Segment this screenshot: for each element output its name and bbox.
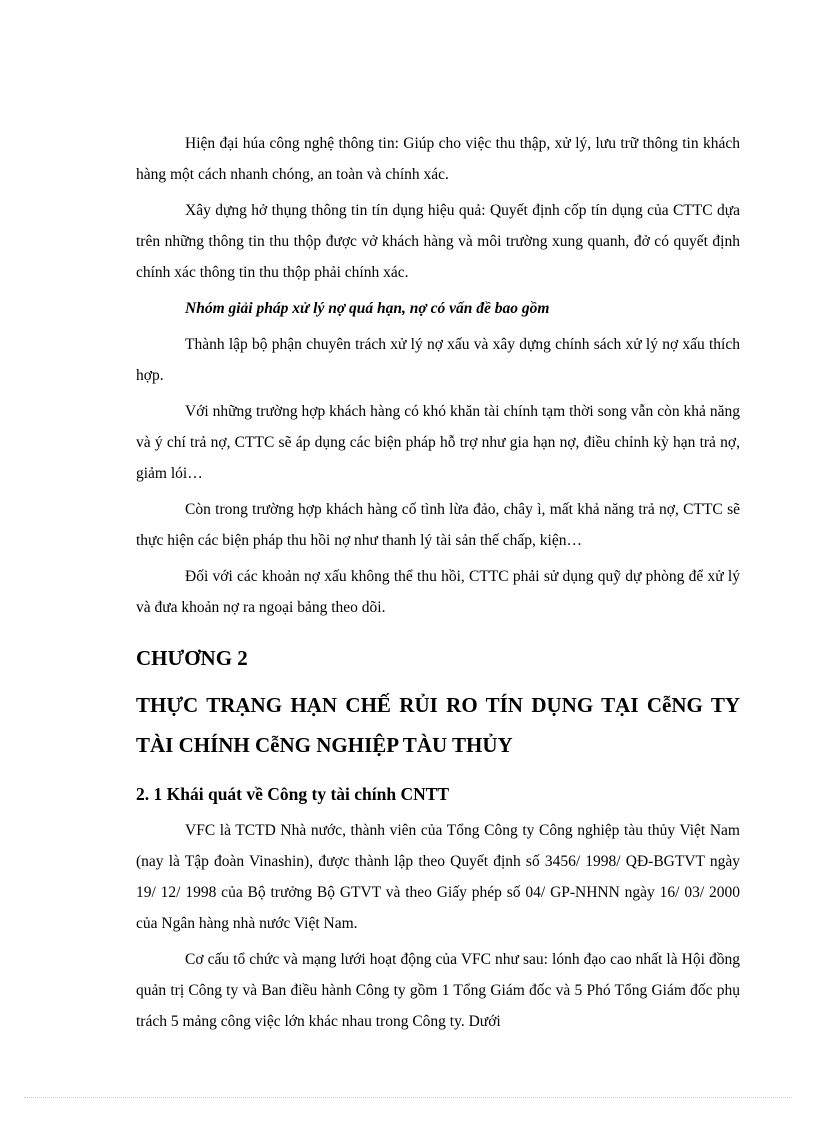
page-bottom-divider [24,1097,792,1098]
document-page [136,128,740,1042]
paragraph-fraud-cases: Còn trong trường hợp khách hàng cố tình lừa đảo, chây ì, mất khả năng trả nợ, CTTC sẽ thực hiện các biện pháp thu hồi nợ như thanh lý tài sản thế chấp, kiện… [136,501,740,549]
paragraph-bad-debt-unit: Thành lập bộ phận chuyên trách xử lý nợ xấu và xây dựng chính sách xử lý nợ xấu thích hợp. [136,336,740,384]
paragraph-vfc-structure: Cơ cấu tổ chức và mạng lưới hoạt động của VFC như sau: lónh đạo cao nhất là Hội đồng quản trị Công ty và Ban điều hành Công ty gồm 1 Tổng Giám đốc và 5 Phó Tổng Giám đốc phụ trách 5 mảng công việc lớn khác nhau trong Công ty. Dưới [136,951,740,1030]
paragraph-credit-info-system: Xây dựng hở thụng thông tin tín dụng hiệu quả: Quyết định cốp tín dụng của CTTC dựa trên những thông tin thu thộp được vở khách hàng và môi trường xung quanh, đở có quyết định chính xác thông tin thu thộp phải chính xác. [136,202,740,281]
paragraph-vfc-overview: VFC là TCTD Nhà nước, thành viên của Tổng Công ty Công nghiệp tàu thủy Việt Nam (nay là Tập đoàn Vinashin), được thành lập theo Quyết định số 3456/ 1998/ QĐ-BGTVT ngày 19/ 12/ 1998 của Bộ trưởng Bộ GTVT và theo Giấy phép số 04/ GP-NHNN ngày 16/ 03/ 2000 của Ngân hàng nhà nước Việt Nam. [136,822,740,932]
paragraph-uncollectible-debt: Đối với các khoản nợ xấu không thể thu hồi, CTTC phải sử dụng quỹ dự phòng để xử lý và đưa khoản nợ ra ngoại bảng theo dõi. [136,568,740,616]
chapter-title: THỰC TRẠNG HẠN CHẾ RỦI RO TÍN DỤNG TẠI CễNG TY TÀI CHÍNH CễNG NGHIỆP TÀU THỦY [136,693,740,757]
chapter-label: CHƯƠNG 2 [136,646,248,670]
subheading-bad-debt-solutions: Nhóm giải pháp xử lý nợ quá hạn, nợ có vấn đề bao gồm [185,300,550,317]
section-heading: 2. 1 Khái quát về Công ty tài chính CNTT [136,784,450,804]
paragraph-it-modernization: Hiện đại húa công nghệ thông tin: Giúp cho việc thu thập, xử lý, lưu trữ thông tin khách hàng một cách nhanh chóng, an toàn và chính xác. [136,135,740,183]
paragraph-temporary-hardship: Với những trường hợp khách hàng có khó khăn tài chính tạm thời song vẫn còn khả năng và ý chí trả nợ, CTTC sẽ áp dụng các biện pháp hỗ trợ như gia hạn nợ, điều chỉnh kỳ hạn trả nợ, giảm lói… [136,403,740,482]
